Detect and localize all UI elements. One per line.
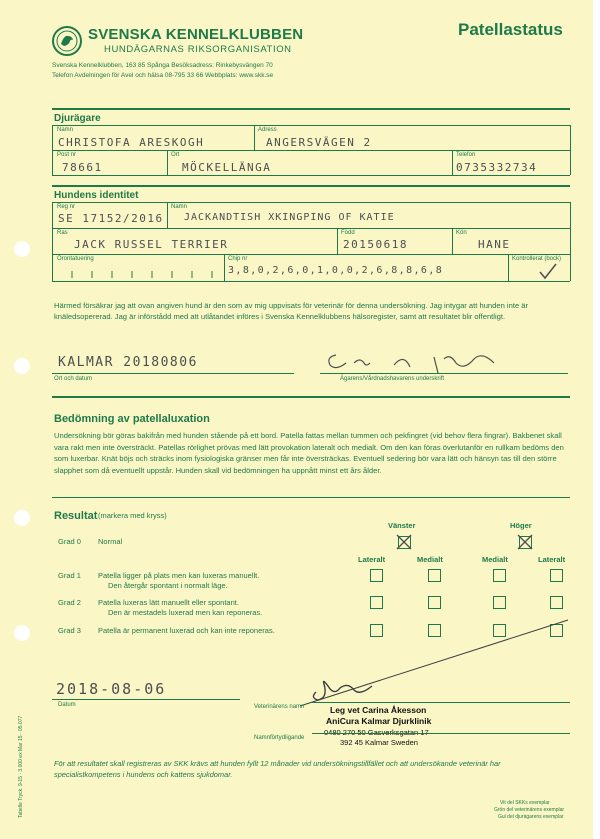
grade2-text: Patella luxeras lätt manuellt eller spontant. [98,598,239,607]
exam-date-label: Datum [58,702,76,708]
skk-logo-icon [52,26,82,56]
divider [52,396,570,398]
born-field[interactable]: 20150618 [343,238,408,251]
org-name: SVENSKA KENNELKLUBBEN [88,26,304,43]
divider [52,175,570,176]
born-label: Född [341,230,355,236]
left-column-head: Vänster [388,521,416,530]
owner-signature-image [324,345,504,375]
checked-label: Kontrollerat (bock) [512,256,562,262]
reg-label: Reg nr [57,204,76,210]
divider [452,228,453,254]
chip-field[interactable]: 3,8,0,2,6,0,1,0,0,2,6,8,8,6,8 [228,265,444,276]
punch-hole [14,241,30,257]
punch-hole [14,510,30,526]
owner-address-field[interactable]: ANGERSVÄGEN 2 [266,136,372,149]
left-lateral-head: Lateralt [358,555,386,564]
divider [224,254,225,281]
grade0-text: Normal [98,537,123,546]
grade2-label: Grad 2 [58,598,81,607]
dog-section-title: Hundens identitet [54,190,139,201]
stamp-clinic: AniCura Kalmar Djurklinik [326,716,432,726]
divider [337,228,338,254]
divider [52,108,570,110]
phone-line: Telefon Avdelningen för Avel och hälsa 08-795 33 66 Webbplats: www.skk.se [52,72,274,79]
grade1-label: Grad 1 [58,571,81,580]
dog-name-field[interactable]: JACKANDTISH XKINGPING OF KATIE [184,212,395,223]
divider [52,150,570,151]
grade2-text2: Den är mestadels luxerad men kan reponeras. [108,608,263,617]
org-subtitle: HUNDÄGARNAS RIKSORGANISATION [104,44,292,55]
owner-name-label: Namn [57,127,74,133]
grade1-text: Patella ligger på plats men kan luxeras manuellt. [98,571,260,580]
result-title: Resultat [54,510,98,522]
copy-yellow: Gul del djurägarens exemplar [498,814,564,820]
place-date-field[interactable]: KALMAR 20180806 [58,355,198,370]
owner-signature-label: Ägarens/Vårdnadshavarens underskrift [340,376,445,382]
divider [52,254,570,255]
grade3-text: Patella är permanent luxerad och kan inte reponeras. [98,626,275,635]
stamp-vet-name: Leg vet Carina Åkesson [330,705,427,715]
divider [167,150,168,175]
divider [52,497,570,498]
city-label: Ort [171,152,180,158]
owner-section-title: Djurägare [54,113,101,124]
grade1-text2: Den återgår spontant i normalt läge. [108,581,228,590]
divider [570,202,571,281]
declaration-text: Härmed försäkrar jag att ovan angiven hund är den som av mig uppvisats för veterinär för denna undersökning. Jag intygar att hunden inte är knäledsopererad. Jag är införstådd med att utlåtandet införes i Svenska Kennelklubbens hälsoregister, samt att resultatet blir offentligt. [54,301,529,321]
grade2-left-medial-checkbox[interactable] [428,596,441,609]
left-medial-head: Medialt [417,555,443,564]
divider [52,699,240,700]
print-code: Tabelle Tryck. 9-15 · 3.000 ex Mar 15 · 05.077 [18,715,24,818]
city-field[interactable]: MÖCKELLÄNGA [182,161,272,174]
phone-field[interactable]: 0735332734 [456,161,538,174]
divider [508,254,509,281]
right-medial-head: Medialt [482,555,508,564]
punch-hole [14,358,30,374]
form-title: Patellastatus [458,20,563,39]
chip-label: Chip nr [228,256,248,262]
grade1-right-lateral-checkbox[interactable] [550,569,563,582]
vet-name-label: Veterinärens namn [254,704,305,710]
owner-address-label: Adress [258,127,277,133]
divider [320,373,568,374]
result-subtitle: (markera med kryss) [98,511,167,520]
divider [52,125,53,175]
stamp-city: 392 45 Kalmar Sweden [340,738,418,747]
right-lateral-head: Lateralt [538,555,566,564]
sex-label: Kön [456,230,467,236]
dog-name-label: Namn [171,204,188,210]
assessment-text: Undersökning bör göras bakifrån med hunden stående på ett bord. Patella fattas mellan tummen och pekfingret (vid behov flera fingrar). Bakbenet skall vara rakt men inte översträckt. Patellas rörlighet prövas med lätt provokation lateralt och medialt. Om den kan föras överlutanför en rullkam bedöms den som luxerbar. Knät böjs och sträcks inom fysiologiska gränser men får inte översträckas. Eventuell sedering bör vara lätt och hänsyn tas till den större slapphet som då eventuellt uppstår. Hunden skall vid bedömningen ha uppnått minst ett års ålder. [54,431,564,475]
divider [52,185,570,187]
divider [570,125,571,175]
reg-field[interactable]: SE 17152/2016 [58,212,164,225]
grade2-right-medial-checkbox[interactable] [493,596,506,609]
divider [452,150,453,175]
tattoo-digit-ticks [60,268,220,278]
footer-note: För att resultatet skall registreras av SKK krävs att hunden fyllt 12 månader vid undersökningstillfället och att undersökande veterinär har specialistkompetens i hundens och kattens sjukdomar. [54,759,501,779]
divider [52,202,53,281]
copy-green: Grön del veterinärens exemplar [494,807,565,813]
grade1-left-lateral-checkbox[interactable] [370,569,383,582]
assessment-title: Bedömning av patellaluxation [54,413,210,425]
sex-field[interactable]: HANE [478,238,511,251]
divider [52,202,570,203]
cross-mark-icon [516,533,534,551]
divider [312,733,570,734]
copy-white: Vit del SKKs exemplar [500,800,550,806]
grade2-right-lateral-checkbox[interactable] [550,596,563,609]
address-line: Svenska Kennelklubben, 163 85 Spånga Besöksadress: Rinkebysvängen 70 [52,62,273,69]
checkmark-icon [538,262,558,280]
cross-mark-icon [395,533,413,551]
divider [52,228,570,229]
owner-name-field[interactable]: CHRISTOFA ARESKOGH [58,136,205,149]
phone-label: Telefon [456,152,476,158]
divider [312,702,570,703]
tattoo-label: Örontatuering [57,256,94,262]
grade1-left-medial-checkbox[interactable] [428,569,441,582]
divider [254,125,255,150]
exam-date-field[interactable]: 2018-08-06 [56,680,167,698]
postnr-label: Post nr [57,152,77,158]
grade2-left-lateral-checkbox[interactable] [370,596,383,609]
breed-label: Ras [57,230,68,236]
divider [167,202,168,228]
grade3-label: Grad 3 [58,626,81,635]
place-date-label: Ort och datum [54,376,93,382]
postnr-field[interactable]: 78661 [62,161,103,174]
punch-hole [14,625,30,641]
clarification-label: Namnförtydligande [254,735,305,741]
divider [52,373,294,374]
vet-signature-image [308,672,378,702]
breed-field[interactable]: JACK RUSSEL TERRIER [74,238,229,251]
right-column-head: Höger [510,521,532,530]
divider [52,125,570,126]
grade0-label: Grad 0 [58,537,81,546]
divider [52,281,570,282]
grade1-right-medial-checkbox[interactable] [493,569,506,582]
